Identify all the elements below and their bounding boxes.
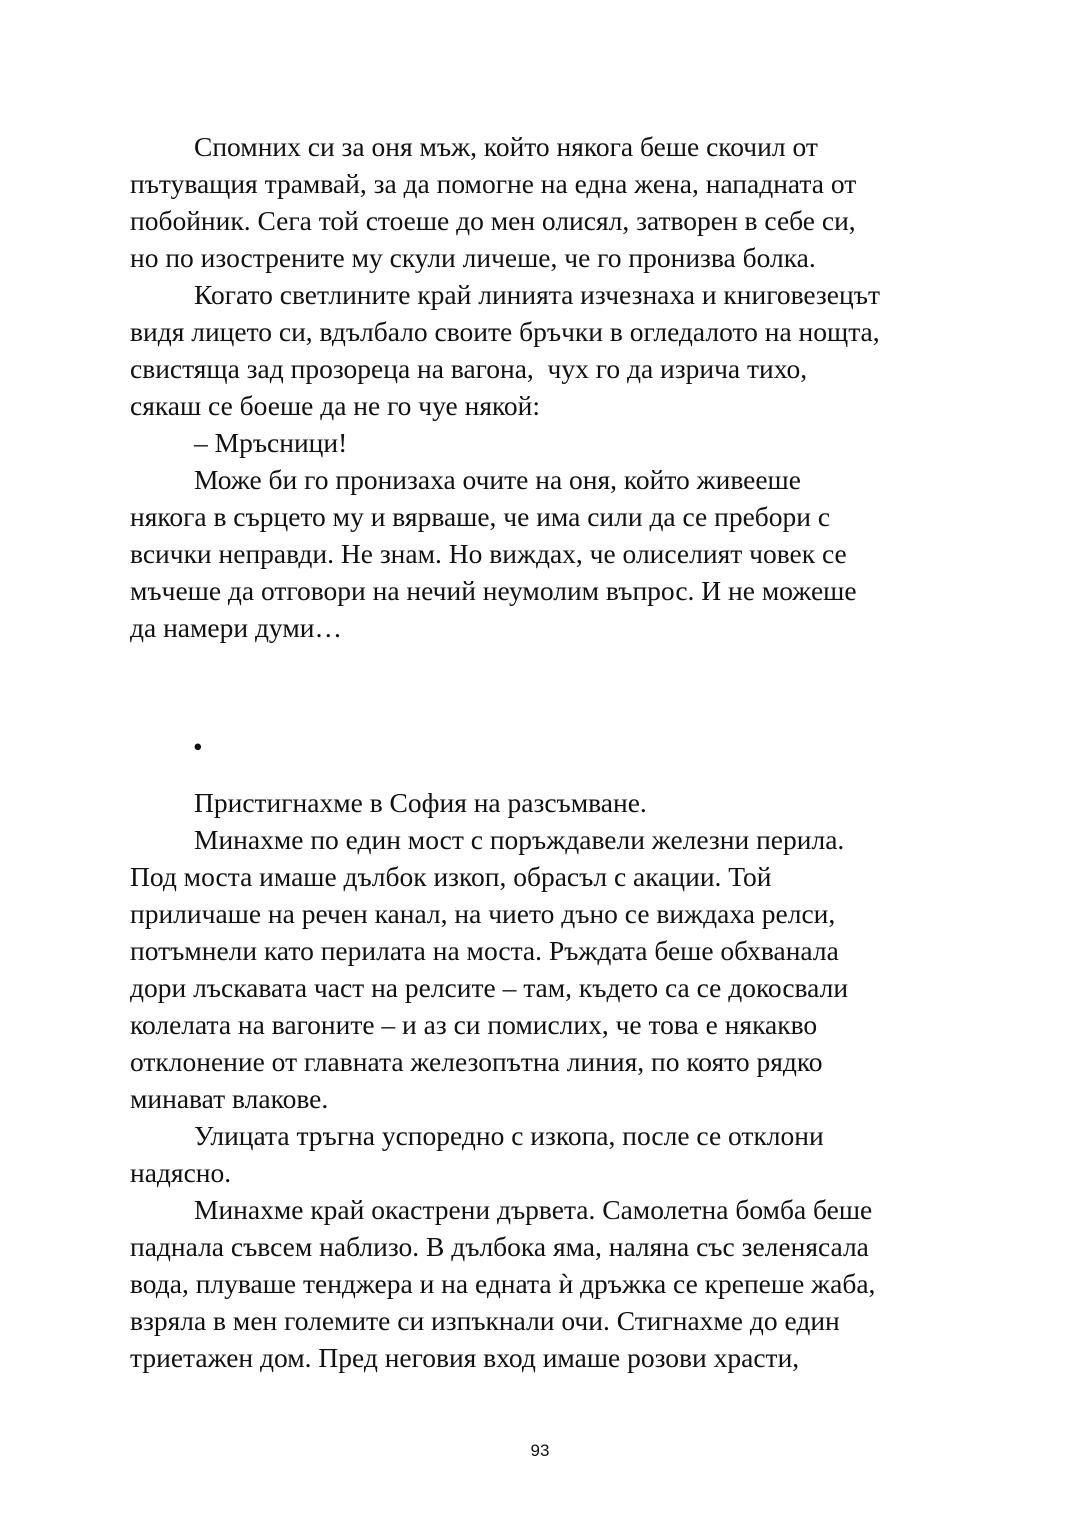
text-line: но по изострените му скули личеше, че го пронизва болка. [130, 242, 816, 273]
text-line: Може би го пронизаха очите на оня, който живееше [194, 464, 801, 495]
paragraph-5 [130, 784, 960, 821]
text-line: – Мръсници! [194, 427, 348, 458]
text-line: Минахме край окастрени дървета. Самолетна бомба беше [194, 1194, 873, 1225]
text-line: сякаш се боеше да не го чуе някой: [130, 390, 541, 421]
section-1-text [130, 128, 960, 646]
text-line: триетажен дом. Пред неговия вход имаше розови храсти, [130, 1342, 800, 1373]
paragraph-2 [130, 276, 960, 424]
text-line: да намери думи… [130, 612, 342, 643]
section-2-text [130, 784, 960, 1376]
text-line: надясно. [130, 1157, 232, 1188]
text-line: Минахме по един мост с поръждавели железни перила. [194, 824, 845, 855]
text-line: взряла в мен големите си изпъкнали очи. Стигнахме до един [130, 1305, 840, 1336]
text-line: Спомних си за оня мъж, който някога беше скочил от [194, 131, 818, 162]
page-number: 93 [530, 1441, 550, 1460]
text-line: колелата на вагоните – и аз си помислих, че това е някакво [130, 1009, 818, 1040]
paragraph-8 [130, 1191, 960, 1376]
text-line: вода, плуваше тенджера и на едната ѝ дръжка се крепеше жаба, [130, 1268, 876, 1299]
text-line: дори лъскавата част на релсите – там, където са се докосвали [130, 972, 849, 1003]
paragraph-3-dialogue [130, 424, 960, 461]
text-line: отклонение от главната железопътна линия, по която рядко [130, 1046, 823, 1077]
text-line: Под моста имаше дълбок изкоп, обрасъл с акации. Той [130, 861, 772, 892]
text-line: Пристигнахме в София на разсъмване. [194, 787, 647, 818]
text-line: паднала съвсем наблизо. В дълбока яма, наляна със зеленясала [130, 1231, 869, 1262]
paragraph-4 [130, 461, 960, 646]
text-line: мъчеше да отговори на нечий неумолим въпрос. И не можеше [130, 575, 857, 606]
text-line: побойник. Сега той стоеше до мен олисял, затворен в себе си, [130, 205, 856, 236]
text-line: всички неправди. Не знам. Но виждах, че олиселият човек се [130, 538, 847, 569]
text-line: минават влакове. [130, 1083, 329, 1114]
section-separator-bullet: • [193, 731, 203, 762]
text-line: някога в сърцето му и вярваше, че има сили да се пребори с [130, 501, 831, 532]
paragraph-6 [130, 821, 960, 1117]
text-line: приличаше на речен канал, на чието дъно се виждаха релси, [130, 898, 836, 929]
paragraph-7 [130, 1117, 960, 1191]
text-line: пътуващия трамвай, за да помогне на една жена, нападната от [130, 168, 857, 199]
paragraph-1 [130, 128, 960, 276]
text-line: потъмнели като перилата на моста. Ръждата беше обхванала [130, 935, 839, 966]
text-line: видя лицето си, вдълбало своите бръчки в огледалото на нощта, [130, 316, 880, 347]
text-line: Когато светлините край линията изчезнаха и книговезецът [194, 279, 880, 310]
text-line: свистяща зад прозореца на вагона, чух го да изрича тихо, [130, 353, 808, 384]
text-line: Улицата тръгна успоредно с изкопа, после се отклони [194, 1120, 824, 1151]
